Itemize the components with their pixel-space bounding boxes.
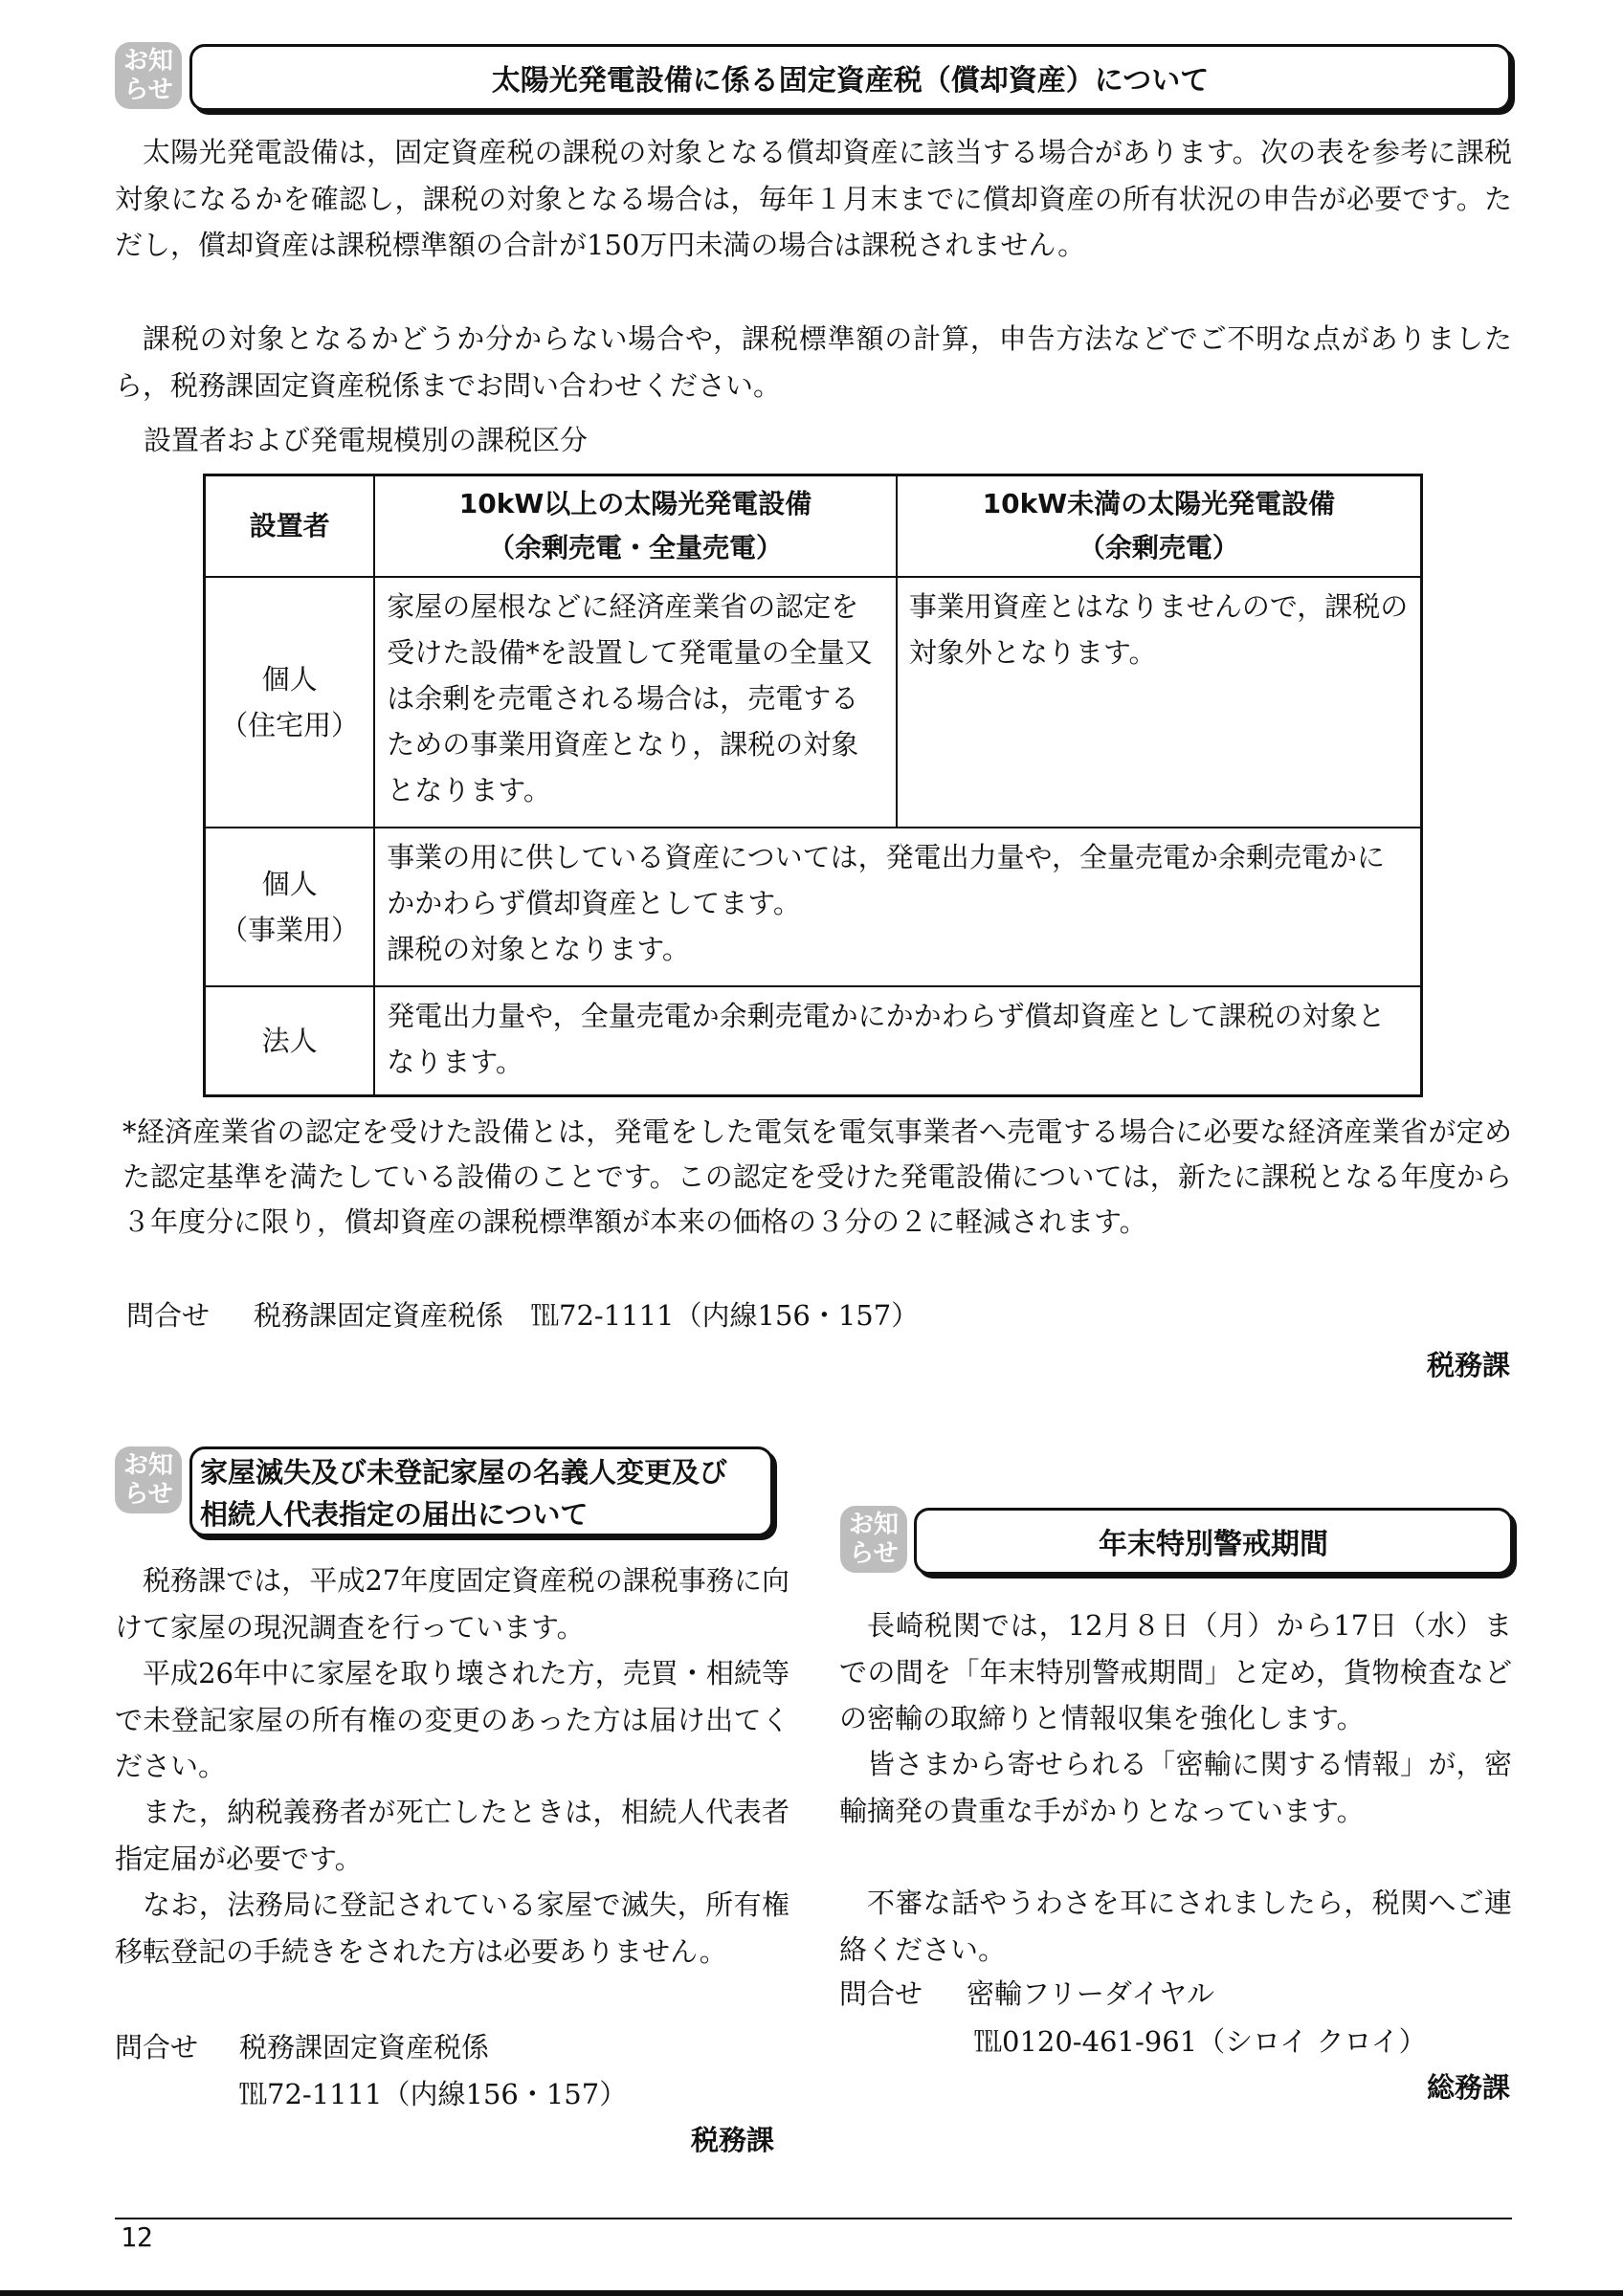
article1-title: 太陽光発電設備に係る固定資産税（償却資産）について: [491, 64, 1210, 98]
article1-contact: 税務課固定資産税係 ℡72-1111（内線156・157）: [254, 1299, 920, 1332]
table-cell: 事業の用に供している資産については，発電出力量や，全量売電か余剰売電かにかかわらず償却資産としてます。 課税の対象となります。: [374, 828, 1421, 986]
article2-paragraph-2: 平成26年中に家屋を取り壊された方，売買・相続等で未登記家屋の所有権の変更のあった方は届け出てください。: [115, 1657, 789, 1782]
table-row: [205, 986, 1422, 1095]
article2-contact-line2: ℡72-1111（内線156・157）: [239, 2078, 628, 2110]
footnote: *経済産業省の認定を受けた設備とは，発電をした電気を電気事業者へ売電する場合に必要な経済産業省が定めた認定基準を満たしている設備のことです。この認定を受けた発電設備については，新たに課税となる年度から３年度分に限り，償却資産の課税標準額が本来の価格の３分の２に軽減されます。: [122, 1115, 1512, 1238]
page-bottom-bar: [0, 2290, 1623, 2296]
oshirase-badge-icon: お知 らせ: [840, 1506, 907, 1573]
article1-paragraph-1: 太陽光発電設備は，固定資産税の課税の対象となる償却資産に該当する場合があります。次の表を参考に課税対象になるかを確認し，課税の対象となる場合は，毎年１月末までに償却資産の所有状況の申告が必要です。ただし，償却資産は課税標準額の合計が150万円未満の場合は課税されません。: [115, 136, 1512, 261]
table-cell: 家屋の屋根などに経済産業省の認定を受けた設備*を設置して発電量の全量又は余剰を売電される場合は，売電するための事業用資産となり，課税の対象となります。: [374, 577, 897, 828]
table-cell: 事業用資産とはなりませんので，課税の対象外となります。: [897, 577, 1422, 828]
header-owner: 設置者: [205, 475, 375, 578]
header-10kw-over: 10kW以上の太陽光発電設備 （余剰売電・全量売電）: [374, 475, 897, 578]
article1-contact-label: 問合せ: [126, 1299, 211, 1332]
article2-contact-label: 問合せ: [115, 2031, 199, 2064]
article3-title: 年末特別警戒期間: [1099, 1528, 1328, 1561]
article2-contact-line1: 税務課固定資産税係: [239, 2031, 490, 2064]
article3-contact-line2: ℡0120-461-961（シロイ クロイ）: [974, 2025, 1427, 2058]
article2-title-box: [189, 1446, 773, 1536]
owner-cell: 個人 （事業用）: [205, 828, 375, 986]
table-row: [205, 577, 1422, 828]
table-row: [205, 828, 1422, 986]
footer-divider: [115, 2218, 1512, 2219]
article3-paragraph-2: 皆さまから寄せられる「密輸に関する情報」が，密輸摘発の貴重な手がかりとなっています。: [839, 1748, 1512, 1827]
article3-contact-label: 問合せ: [839, 1977, 923, 2010]
article2-paragraph-1: 税務課では，平成27年度固定資産税の課税事務に向けて家屋の現況調査を行っています。: [115, 1564, 789, 1644]
table-header-row: [205, 475, 1422, 578]
oshirase-badge-icon: お知 らせ: [115, 42, 182, 109]
article3-paragraph-1: 長崎税関では，12月８日（月）から17日（水）までの間を「年末特別警戒期間」と定め，貨物検査などの密輸の取締りと情報収集を強化します。: [839, 1609, 1512, 1734]
article3-title-box: [914, 1508, 1513, 1575]
article2-paragraph-4: なお，法務局に登記されている家屋で滅失，所有権移転登記の手続きをされた方は必要ありません。: [115, 1888, 789, 1968]
article1-department: 税務課: [1426, 1349, 1510, 1381]
article1-paragraph-2: 課税の対象となるかどうか分からない場合や，課税標準額の計算，申告方法などでご不明な点がありましたら，税務課固定資産税係までお問い合わせください。: [115, 322, 1512, 402]
article2-paragraph-3: また，納税義務者が死亡したときは，相続人代表者指定届が必要です。: [115, 1796, 789, 1875]
article1-title-box: [189, 44, 1511, 111]
header-10kw-under: 10kW未満の太陽光発電設備 （余剰売電）: [897, 475, 1422, 578]
article3-contact-line1: 密輸フリーダイヤル: [967, 1977, 1214, 2010]
oshirase-badge-icon: お知 らせ: [115, 1446, 182, 1513]
table-caption: 設置者および発電規模別の課税区分: [144, 424, 589, 456]
article3-paragraph-3: 不審な話やうわさを耳にされましたら，税関へご連絡ください。: [839, 1887, 1512, 1966]
owner-cell: 法人: [205, 986, 375, 1095]
article2-department: 税務課: [691, 2124, 775, 2156]
page-number: 12: [121, 2221, 153, 2253]
tax-classification-table: [203, 474, 1423, 1097]
article2-title-line1: 家屋滅失及び未登記家屋の名義人変更及び: [200, 1456, 728, 1489]
article3-department: 総務課: [1426, 2071, 1510, 2104]
owner-cell: 個人 （住宅用）: [205, 577, 375, 828]
table-cell: 発電出力量や，全量売電か余剰売電かにかかわらず償却資産として課税の対象となります。: [374, 986, 1421, 1095]
article2-title-line2: 相続人代表指定の届出について: [200, 1498, 589, 1531]
